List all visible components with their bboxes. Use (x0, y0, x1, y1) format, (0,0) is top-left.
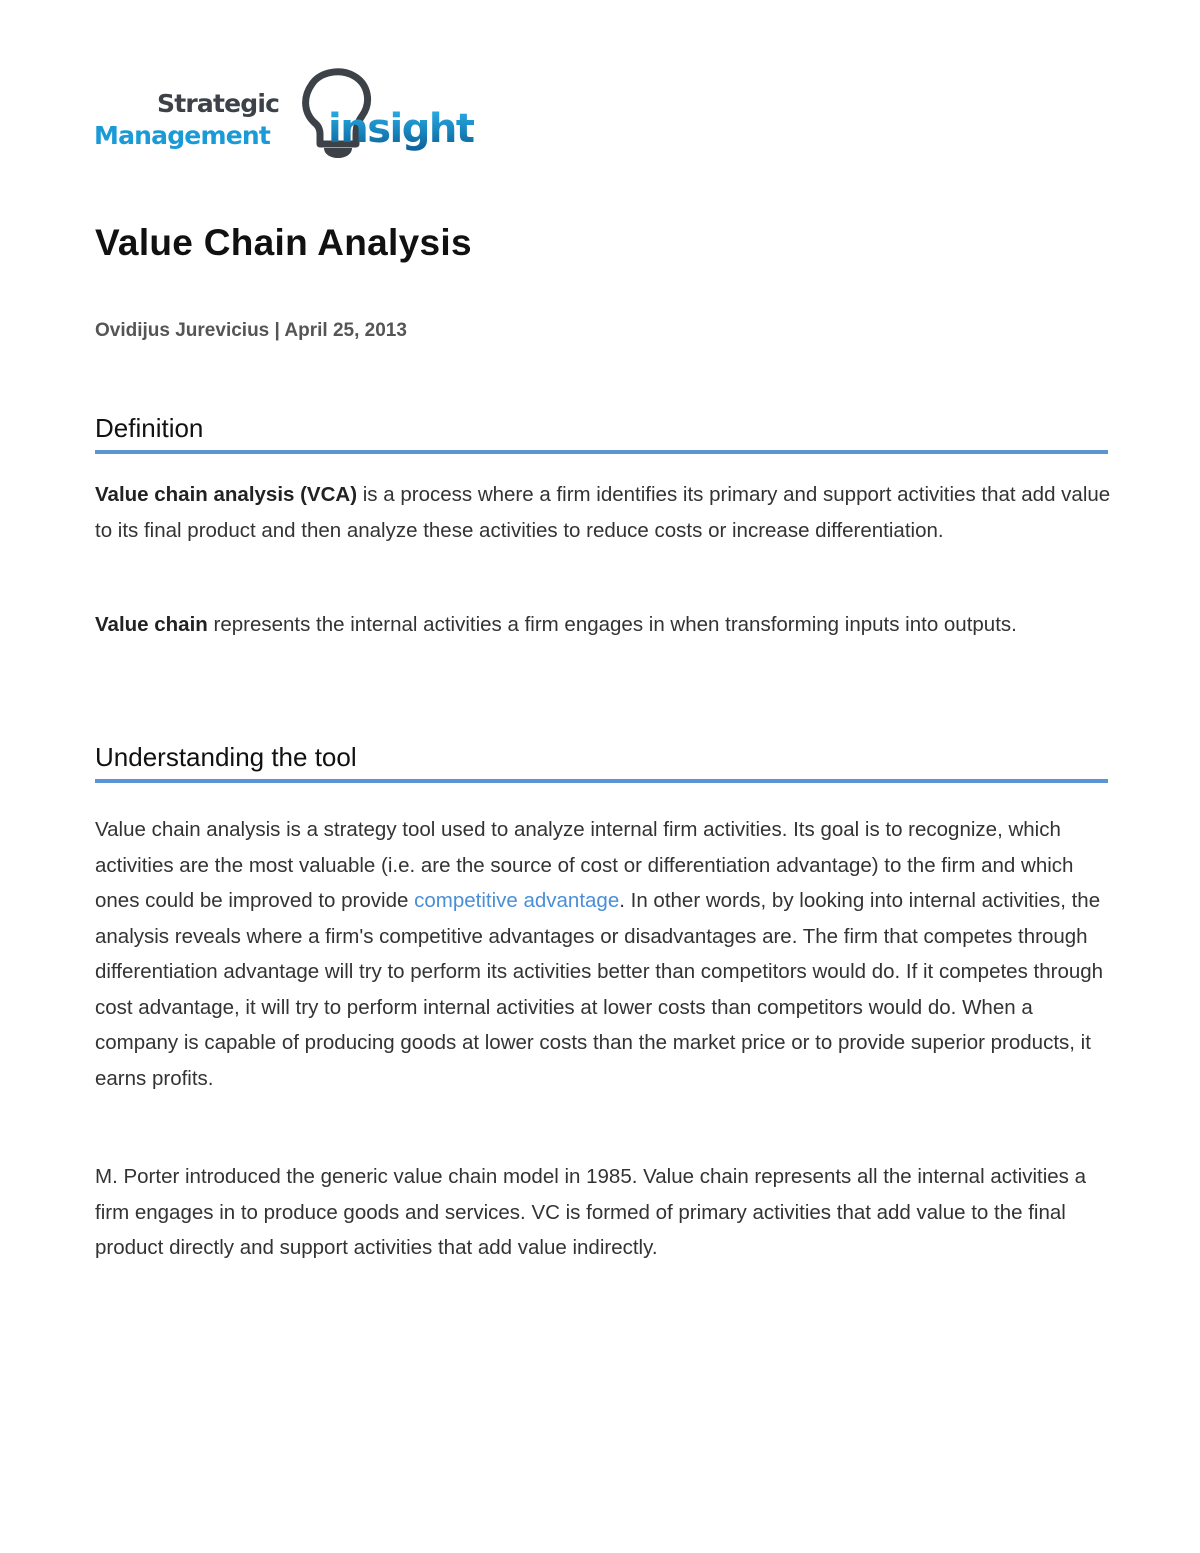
logo-brand-insight: insight (328, 106, 474, 152)
term-value-chain: Value chain (95, 613, 208, 636)
understanding-paragraph-2 (95, 1159, 1115, 1266)
competitive-advantage-link[interactable]: competitive advantage (414, 889, 620, 912)
section-heading-definition: Definition (95, 413, 204, 443)
author-date-byline: Ovidijus Jurevicius | April 25, 2013 (95, 320, 407, 341)
page-title: Value Chain Analysis (95, 222, 472, 263)
logo-line-strategic: Strategic (157, 89, 280, 118)
section-divider (95, 450, 1108, 454)
definition-text-vca: is a process where a firm identifies its primary and support activities that add value to its final product and then analyze these activities to reduce costs or increase differentiation. (95, 483, 1111, 542)
section-divider (95, 779, 1108, 783)
logo-line-management: Management (94, 121, 271, 150)
term-vca: Value chain analysis (VCA) (95, 483, 358, 506)
understanding-paragraph-1 (95, 812, 1115, 1096)
paragraph-text: Value chain analysis is a strategy tool used to analyze internal firm activities. Its goal is to recognize, which activities are the most valuable (i.e. are the source of cost or differentiation advantage) to the firm and which ones could be improved to provide (95, 818, 1074, 912)
paragraph-text: M. Porter introduced the generic value chain model in 1985. Value chain represents all the internal activities a firm engages in to produce goods and services. VC is formed of primary activities that add value to the final product directly and support activities that add value indirectly. (95, 1165, 1087, 1259)
site-logo[interactable] (94, 62, 474, 162)
definition-text-value-chain: represents the internal activities a firm engages in when transforming inputs into outputs. (207, 613, 1017, 636)
definition-paragraph-vca (95, 477, 1115, 548)
paragraph-text: . In other words, by looking into internal activities, the analysis reveals where a firm's competitive advantages or disadvantages are. The firm that competes through differentiation advantage will try to perform its activities better than competitors would do. If it competes through cost advantage, it will try to perform internal activities at lower costs than competitors would do. When a company is capable of producing goods at lower costs than the market price or to provide superior products, it earns profits. (95, 889, 1104, 1090)
section-heading-understanding: Understanding the tool (95, 742, 357, 772)
definition-paragraph-value-chain (95, 607, 1115, 643)
